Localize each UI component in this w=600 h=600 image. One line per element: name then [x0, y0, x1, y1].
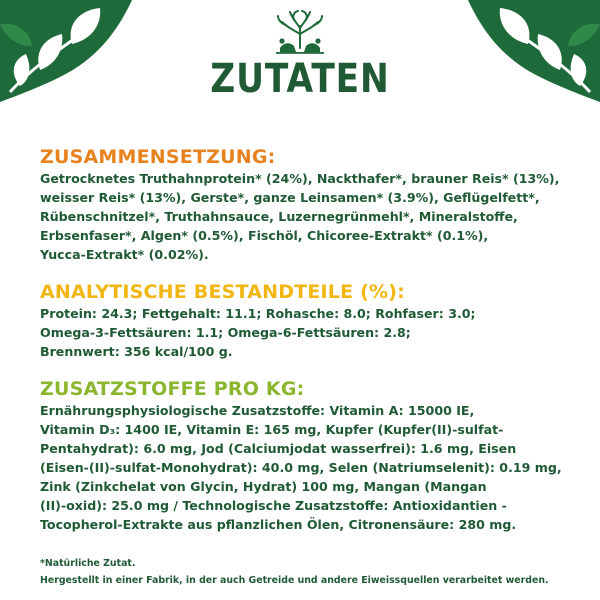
section-composition: [40, 145, 570, 264]
ingredients-content: [40, 145, 570, 550]
section-additives: [40, 377, 570, 534]
section-heading-composition: ZUSAMMENSETZUNG:: [40, 146, 276, 168]
footnote-natural: *Natürliche Zutat.: [40, 558, 136, 569]
section-body-composition: Getrocknetes Truthahnprotein* (24%), Nackthafer*, brauner Reis* (13%), weisser Reis* (13%), Gerste*, ganze Leinsamen* (3.9%), Geflügelfett*, Rübenschnitzel*, Truthahnsauce, Luzernegrünmehl*, Mineralstoffe, Erbsenfaser*, Algen* (0.5%), Fischöl, Chicoree-Extrakt* (0.1%), Yucca-Extrakt* (0.02%).: [40, 171, 560, 262]
section-analytical: [40, 280, 570, 361]
tree-animals-logo-icon: [272, 8, 328, 54]
section-heading-analytical: ANALYTISCHE BESTANDTEILE (%):: [40, 281, 405, 303]
section-heading-additives: ZUSATZSTOFFE PRO KG:: [40, 378, 305, 400]
footnote-factory: Hergestellt in einer Fabrik, in der auch Getreide und andere Eiweissquellen verarbeitet werden.: [40, 575, 549, 586]
section-body-additives: Ernährungsphysiologische Zusatzstoffe: Vitamin A: 15000 IE, Vitamin D₃: 1400 IE, Vitamin E: 165 mg, Kupfer (Kupfer(II)-sulfat- Pentahydrat): 6.0 mg, Jod (Calciumjodat wasserfrei): 1.6 mg, Eisen (Eisen-(II)-sulfat-Monohydrat): 40.0 mg, Selen (Natriumselenit): 0.19 mg, Zink (Zinkchelat von Glycin, Hydrat) 100 mg, Mangan (Mangan (II)-oxid): 25.0 mg / Technologische Zusatzstoffe: Antioxidantien - Tocopherol-Extrakte aus pflanzlichen Ölen, Citronensäure: 280 mg.: [40, 403, 562, 532]
footnotes: [40, 555, 580, 589]
section-body-analytical: Protein: 24.3; Fettgehalt: 11.1; Rohasche: 8.0; Rohfaser: 3.0; Omega-3-Fettsäuren: 1.1; Omega-6-Fettsäuren: 2.8; Brennwert: 356 kcal/100 g.: [40, 306, 476, 359]
page-title: ZUTATEN: [210, 56, 390, 102]
